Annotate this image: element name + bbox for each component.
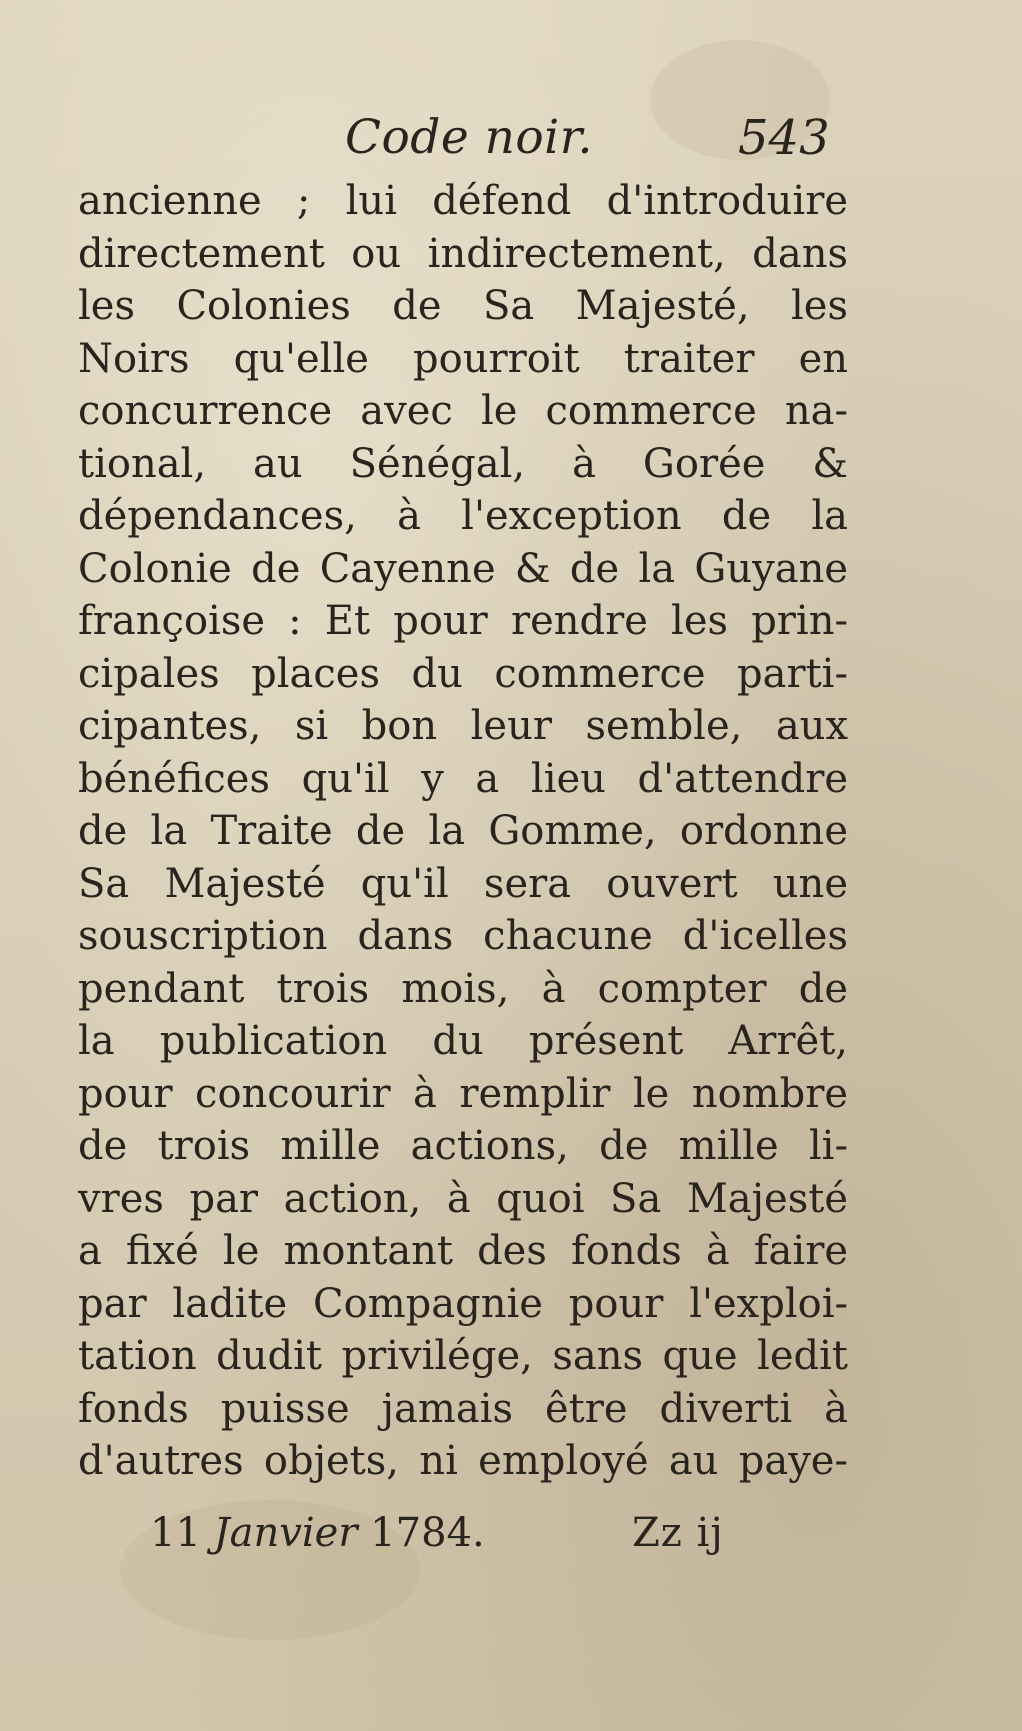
text-line: Sa Majesté qu'il sera ouvert une [78,860,848,907]
text-line: concurrence avec le commerce na- [78,388,848,434]
running-title: Code noir. [345,110,593,165]
text-line: par ladite Compagnie pour l'exploi- [78,1280,848,1327]
text-line: vres par action, à quoi Sa Majesté [78,1175,848,1222]
text-line: d'autres objets, ni employé au paye- [78,1438,848,1484]
text-line: directement ou indirectement, dans [78,230,848,277]
text-line: pour concourir à remplir le nombre [78,1070,848,1117]
text-line: bénéfices qu'il y a lieu d'attendre [78,755,848,802]
page-footer [0,1510,1022,1570]
text-line: ancienne ; lui défend d'introduire [78,178,848,224]
date-day: 11 [150,1510,201,1556]
text-line: a fixé le montant des fonds à faire [78,1228,848,1274]
page-number: 543 [738,110,830,166]
text-line: tional, au Sénégal, à Gorée & [78,440,848,487]
text-line: de la Traite de la Gomme, ordonne [78,808,848,854]
text-line: françoise : Et pour rendre les prin- [78,598,848,644]
text-line: cipales places du commerce parti- [78,650,848,697]
text-line: cipantes, si bon leur semble, aux [78,703,848,749]
text-line: pendant trois mois, à compter de [78,965,848,1012]
signature-mark: Zz ij [632,1510,724,1556]
footer-date [150,1510,485,1556]
text-line: tation dudit privilége, sans que ledit [78,1333,848,1379]
text-line: Colonie de Cayenne & de la Guyane [78,545,848,592]
text-line: dépendances, à l'exception de la [78,493,848,539]
body-text [78,175,848,1488]
text-line: la publication du présent Arrêt, [78,1018,848,1064]
page-header [0,110,1022,180]
text-line: souscription dans chacune d'icelles [78,913,848,959]
text-line: fonds puisse jamais être diverti à [78,1385,848,1432]
date-month: Janvier [213,1510,358,1556]
text-line: Noirs qu'elle pourroit traiter en [78,335,848,382]
text-line: les Colonies de Sa Majesté, les [78,283,848,329]
date-year: 1784. [370,1510,485,1556]
text-line: de trois mille actions, de mille li- [78,1123,848,1169]
